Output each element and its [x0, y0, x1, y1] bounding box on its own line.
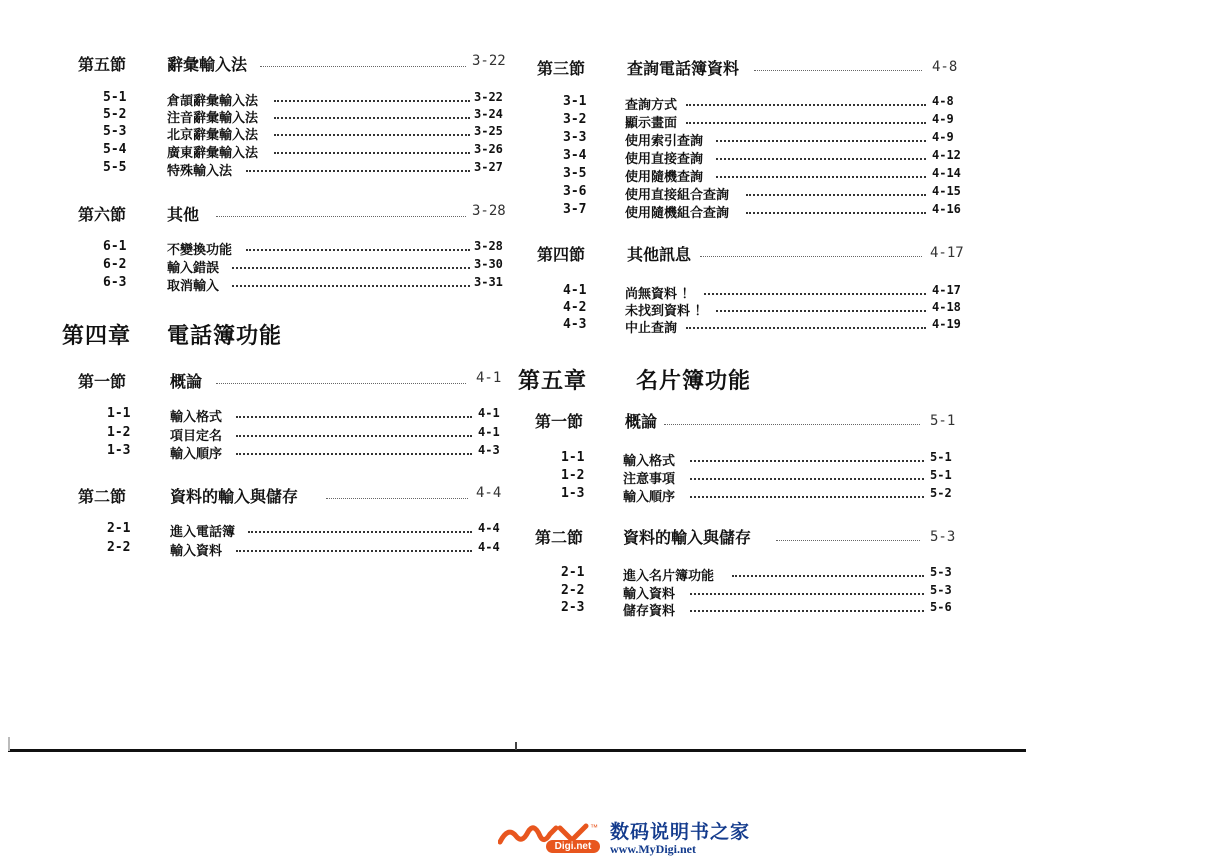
subsection-title: 進入名片簿功能 — [623, 569, 715, 584]
subsection-title: 取消輸入 — [167, 279, 220, 294]
dot-leader — [732, 575, 924, 577]
subsection-title: 使用隨機組合查詢 — [625, 206, 730, 221]
dot-leader — [704, 293, 926, 295]
dot-leader — [664, 424, 920, 425]
subsection-number: 2-1 — [107, 521, 131, 536]
subsection-number: 2-2 — [107, 540, 131, 555]
chapter-label: 第五章 — [518, 369, 588, 394]
subsection-page: 3-28 — [474, 239, 503, 253]
subsection-page: 4-3 — [478, 443, 500, 457]
section-title: 辭彙輸入法 — [167, 55, 248, 74]
site-url[interactable]: www.MyDigi.net — [610, 842, 696, 856]
subsection-page: 5-2 — [930, 486, 952, 500]
chapter-title: 電話簿功能 — [167, 324, 283, 349]
subsection-page: 4-1 — [478, 425, 500, 439]
subsection-page: 4-14 — [932, 166, 961, 180]
subsection-number: 5-5 — [103, 160, 127, 175]
subsection-page: 3-31 — [474, 275, 503, 289]
dot-leader — [232, 267, 470, 269]
subsection-number: 6-3 — [103, 275, 127, 290]
subsection-title: 中止查詢 — [625, 321, 678, 336]
section-label: 第二節 — [535, 528, 584, 547]
subsection-title: 特殊輸入法 — [167, 164, 233, 179]
section-label: 第一節 — [535, 412, 584, 431]
section-title: 資料的輸入與儲存 — [170, 487, 299, 506]
section-page: 5-1 — [930, 413, 956, 429]
dot-leader — [260, 66, 466, 67]
dot-leader — [716, 158, 926, 160]
dot-leader — [716, 140, 926, 142]
subsection-page: 5-3 — [930, 565, 952, 579]
subsection-number: 6-2 — [103, 257, 127, 272]
section-label: 第三節 — [537, 59, 586, 78]
dot-leader — [686, 104, 926, 106]
subsection-number: 1-3 — [107, 443, 131, 458]
subsection-page: 3-30 — [474, 257, 503, 271]
site-name: 数码说明书之家 — [610, 821, 751, 843]
dot-leader — [746, 212, 926, 214]
subsection-number: 3-4 — [563, 148, 587, 163]
section-label: 第六節 — [78, 205, 127, 224]
subsection-title: 倉頡辭彙輸入法 — [167, 94, 259, 109]
dot-leader — [686, 327, 926, 329]
subsection-number: 3-6 — [563, 184, 587, 199]
section-label: 第一節 — [78, 372, 127, 391]
logo-tm: ™ — [590, 823, 598, 832]
dot-leader — [690, 478, 924, 480]
dot-leader — [690, 593, 924, 595]
subsection-number: 5-1 — [103, 90, 127, 105]
section-label: 第五節 — [78, 55, 127, 74]
subsection-page: 3-27 — [474, 160, 503, 174]
dot-leader — [754, 70, 922, 71]
dot-leader — [236, 435, 472, 437]
subsection-page: 5-1 — [930, 468, 952, 482]
dot-leader — [274, 152, 470, 154]
section-page: 3-22 — [472, 53, 506, 69]
section-page: 5-3 — [930, 529, 956, 545]
subsection-number: 3-5 — [563, 166, 587, 181]
subsection-number: 4-2 — [563, 300, 587, 315]
subsection-page: 5-3 — [930, 583, 952, 597]
section-title: 概論 — [625, 412, 658, 431]
section-title: 概論 — [170, 372, 203, 391]
subsection-number: 3-3 — [563, 130, 587, 145]
subsection-title: 輸入錯誤 — [167, 261, 220, 276]
logo-net-badge: Digi.net — [546, 840, 600, 853]
dot-leader — [274, 134, 470, 136]
section-page: 4-1 — [476, 370, 502, 386]
dot-leader — [274, 117, 470, 119]
subsection-title: 顯示畫面 — [625, 116, 678, 131]
section-title: 資料的輸入與儲存 — [623, 528, 752, 547]
subsection-number: 3-7 — [563, 202, 587, 217]
subsection-number: 1-2 — [561, 468, 585, 483]
subsection-number: 1-2 — [107, 425, 131, 440]
subsection-number: 6-1 — [103, 239, 127, 254]
subsection-page: 5-1 — [930, 450, 952, 464]
subsection-page: 4-16 — [932, 202, 961, 216]
subsection-title: 使用隨機查詢 — [625, 170, 704, 185]
dot-leader — [216, 383, 466, 384]
dot-leader — [716, 310, 926, 312]
subsection-page: 4-4 — [478, 521, 500, 535]
section-page: 4-4 — [476, 485, 502, 501]
subsection-page: 4-17 — [932, 283, 961, 297]
subsection-title: 廣東辭彙輸入法 — [167, 146, 259, 161]
dot-leader — [248, 531, 472, 533]
subsection-page: 4-18 — [932, 300, 961, 314]
dot-leader — [746, 194, 926, 196]
subsection-page: 4-15 — [932, 184, 961, 198]
subsection-page: 4-8 — [932, 94, 954, 108]
subsection-page: 4-19 — [932, 317, 961, 331]
subsection-title: 儲存資料 — [623, 604, 676, 619]
chapter-title: 名片簿功能 — [636, 369, 752, 394]
subsection-page: 3-24 — [474, 107, 503, 121]
dot-leader — [700, 256, 922, 257]
subsection-title: 注意事項 — [623, 472, 676, 487]
subsection-number: 1-1 — [561, 450, 585, 465]
subsection-title: 進入電話簿 — [170, 525, 236, 540]
dot-leader — [216, 216, 466, 217]
section-title: 其他 — [167, 205, 200, 224]
subsection-page: 3-22 — [474, 90, 503, 104]
subsection-title: 北京辭彙輸入法 — [167, 128, 259, 143]
subsection-title: 尚無資料 ！ — [625, 287, 695, 302]
subsection-page: 4-9 — [932, 112, 954, 126]
subsection-number: 5-3 — [103, 124, 127, 139]
chapter-label: 第四章 — [62, 324, 132, 349]
subsection-page: 4-1 — [478, 406, 500, 420]
subsection-title: 不變換功能 — [167, 243, 233, 258]
subsection-title: 使用直接組合查詢 — [625, 188, 730, 203]
dot-leader — [716, 176, 926, 178]
dot-leader — [690, 460, 924, 462]
subsection-title: 注音辭彙輸入法 — [167, 111, 259, 126]
dot-leader — [690, 610, 924, 612]
subsection-page: 4-9 — [932, 130, 954, 144]
subsection-number: 4-1 — [563, 283, 587, 298]
subsection-number: 1-3 — [561, 486, 585, 501]
dot-leader — [236, 453, 472, 455]
section-page: 4-17 — [930, 245, 964, 261]
dot-leader — [776, 540, 920, 541]
subsection-number: 4-3 — [563, 317, 587, 332]
spine-mark — [515, 742, 517, 750]
subsection-title: 未找到資料 ！ — [625, 304, 708, 319]
subsection-title: 使用索引查詢 — [625, 134, 704, 149]
dot-leader — [236, 550, 472, 552]
subsection-page: 3-26 — [474, 142, 503, 156]
section-page: 4-8 — [932, 59, 958, 75]
subsection-page: 4-12 — [932, 148, 961, 162]
subsection-title: 輸入格式 — [170, 410, 223, 425]
subsection-title: 項目定名 — [170, 429, 223, 444]
subsection-number: 2-1 — [561, 565, 585, 580]
dot-leader — [686, 122, 926, 124]
section-label: 第四節 — [537, 245, 586, 264]
dot-leader — [232, 285, 470, 287]
section-label: 第二節 — [78, 487, 127, 506]
section-title: 查詢電話簿資料 — [627, 59, 740, 78]
subsection-number: 3-2 — [563, 112, 587, 127]
subsection-title: 輸入順序 — [623, 490, 676, 505]
subsection-number: 5-2 — [103, 107, 127, 122]
subsection-number: 2-3 — [561, 600, 585, 615]
subsection-title: 輸入資料 — [623, 587, 676, 602]
subsection-page: 4-4 — [478, 540, 500, 554]
subsection-page: 3-25 — [474, 124, 503, 138]
subsection-number: 3-1 — [563, 94, 587, 109]
subsection-title: 查詢方式 — [625, 98, 678, 113]
dot-leader — [690, 496, 924, 498]
subsection-title: 輸入格式 — [623, 454, 676, 469]
dot-leader — [274, 100, 470, 102]
dot-leader — [246, 249, 470, 251]
subsection-number: 5-4 — [103, 142, 127, 157]
dot-leader — [236, 416, 472, 418]
dot-leader — [246, 170, 470, 172]
subsection-title: 使用直接查詢 — [625, 152, 704, 167]
page-bottom-rule — [8, 749, 1026, 752]
subsection-number: 1-1 — [107, 406, 131, 421]
subsection-title: 輸入資料 — [170, 544, 223, 559]
subsection-title: 輸入順序 — [170, 447, 223, 462]
subsection-page: 5-6 — [930, 600, 952, 614]
section-title: 其他訊息 — [627, 245, 692, 264]
dot-leader — [326, 498, 468, 499]
section-page: 3-28 — [472, 203, 506, 219]
subsection-number: 2-2 — [561, 583, 585, 598]
